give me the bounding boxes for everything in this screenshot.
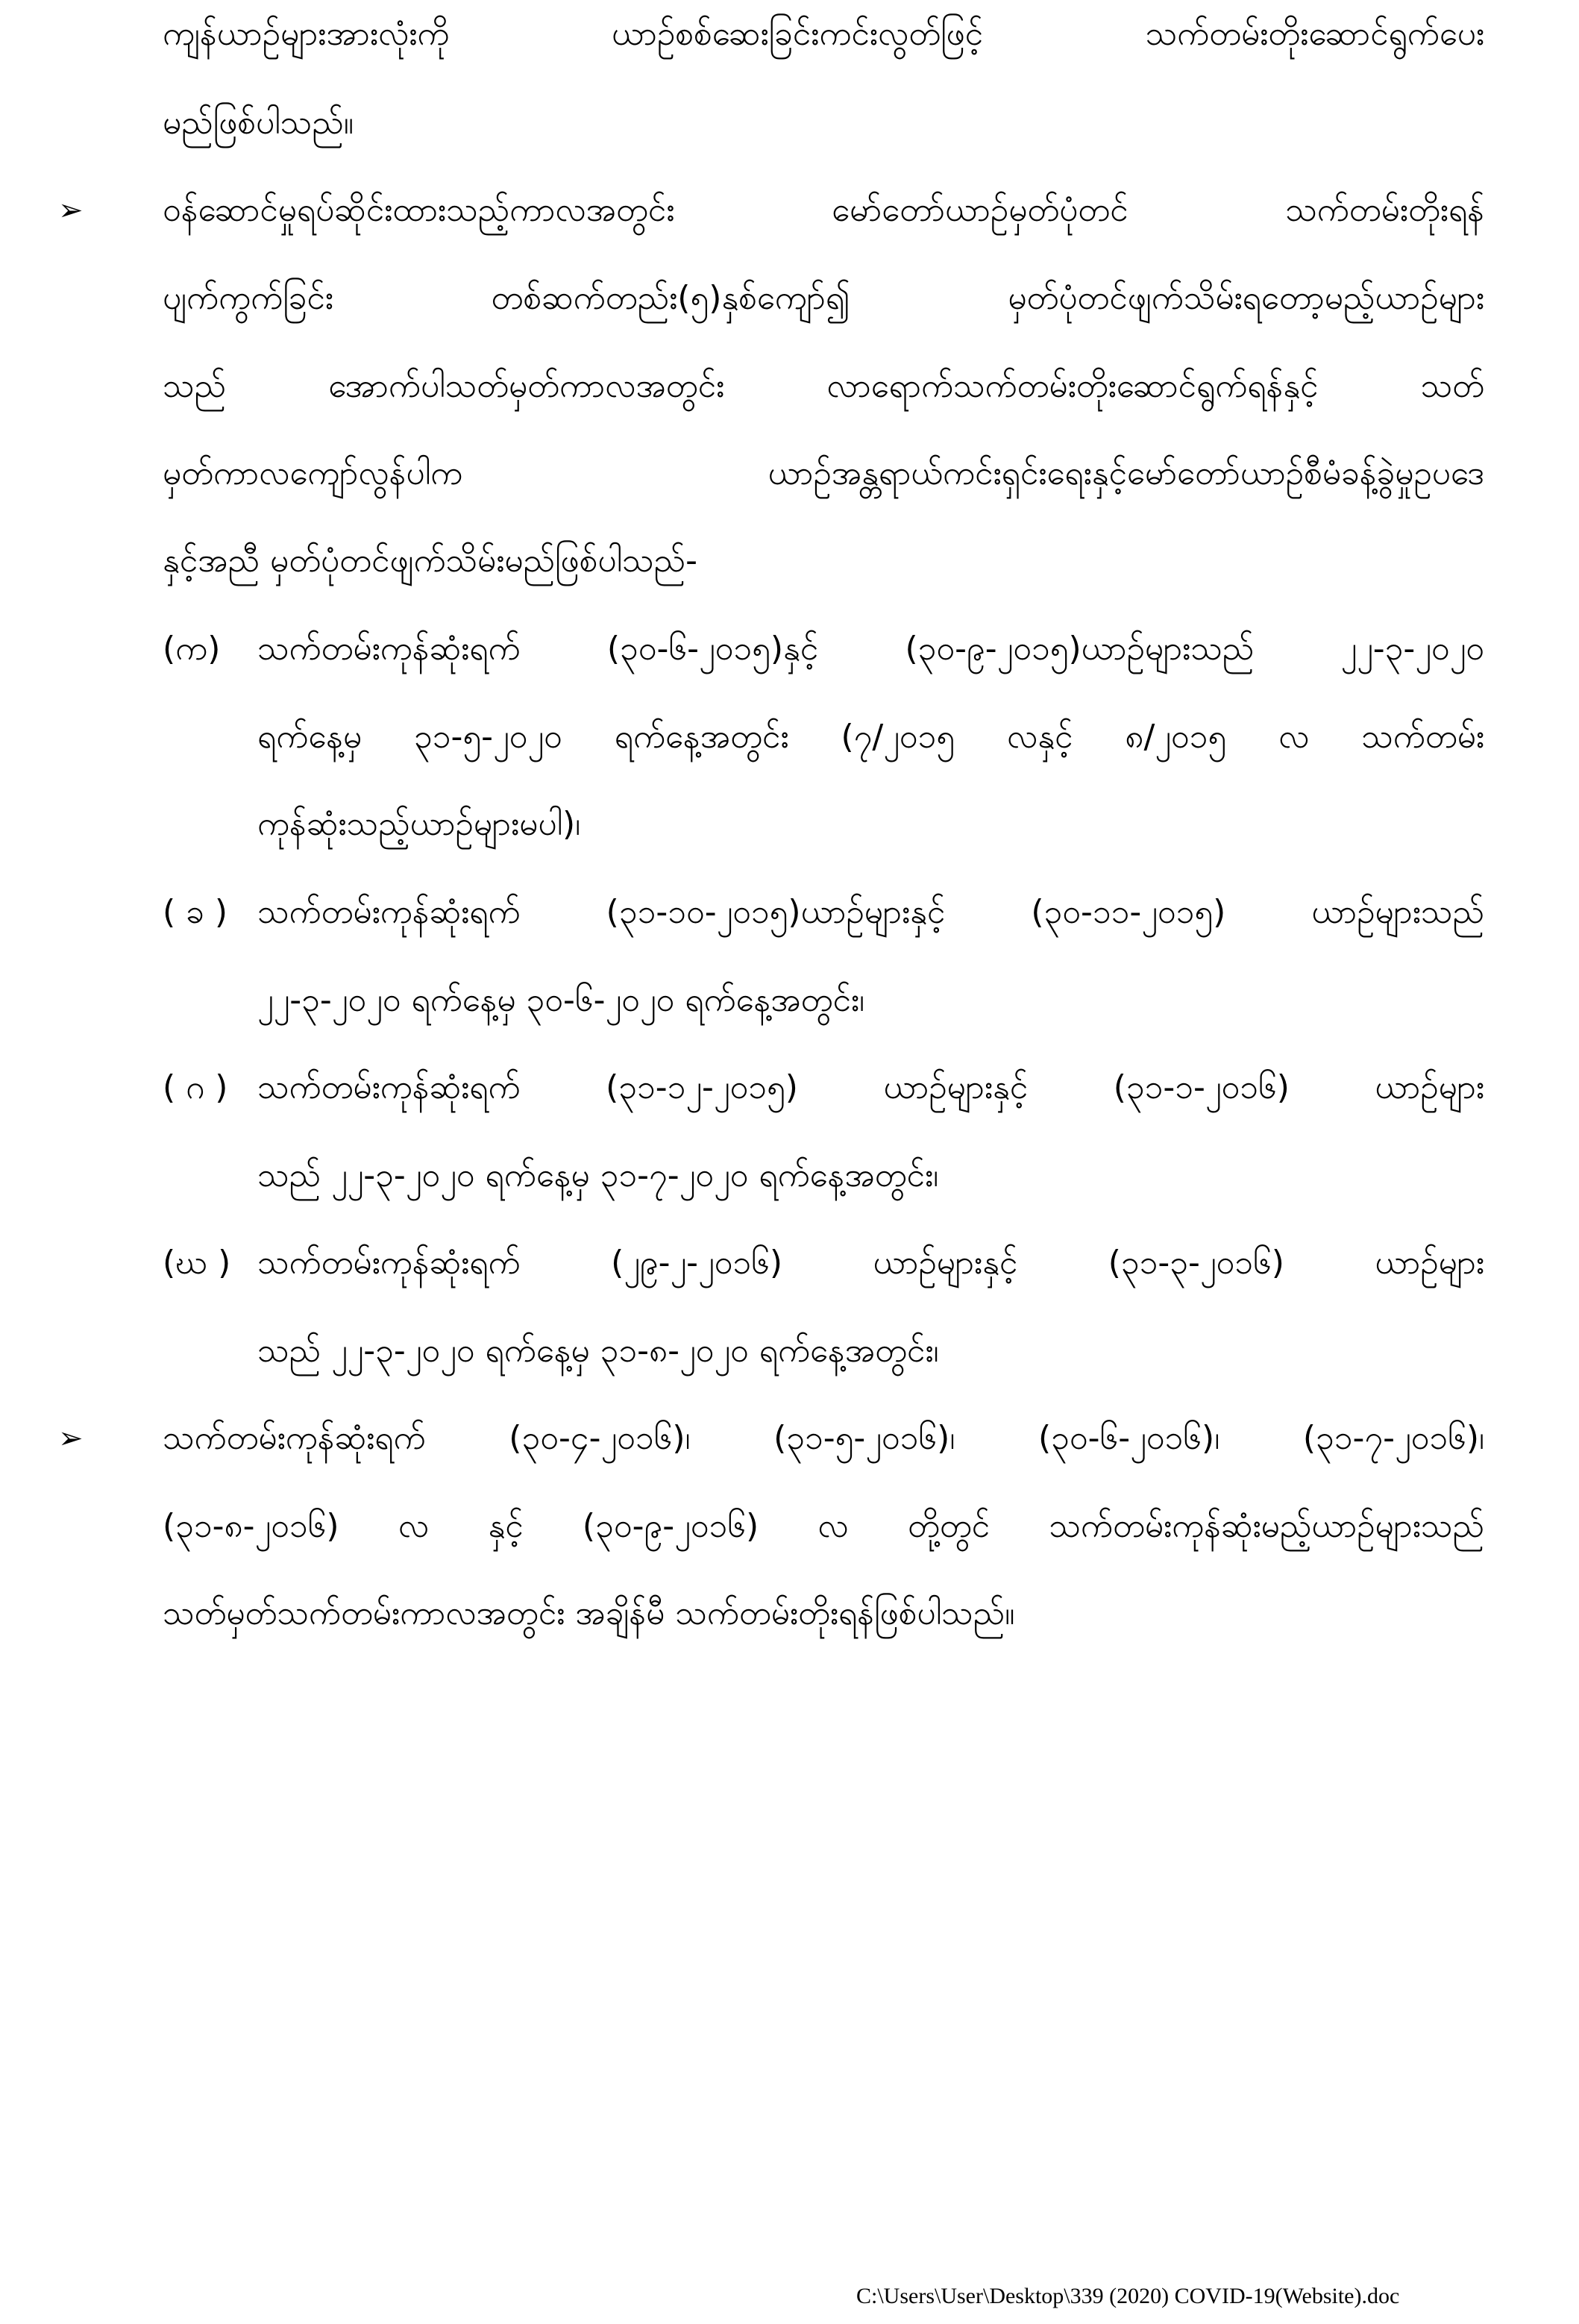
intro-line-2: မည်ဖြစ်ပါသည်။ <box>163 104 354 142</box>
sub-item-ga-line-2: သည် ၂၂-၃-၂၀၂၀ ရက်နေ့မှ ၃၁-၇-၂၀၂၀ ရက်နေ့အတွင်း၊ <box>257 1156 939 1194</box>
sub-item-gha-line-2: သည် ၂၂-၃-၂၀၂၀ ရက်နေ့မှ ၃၁-၈-၂၀၂၀ ရက်နေ့အတွင်း၊ <box>257 1332 939 1370</box>
bullet1-line-4: မှတ်ကာလကျော်လွန်ပါက ယာဉ်အန္တရာယ်ကင်းရှင်းရေးနှင့်မော်တော်ယာဉ်စီမံခန့်ခွဲမှုဥပဒေ <box>163 454 1484 492</box>
bullet1-line-1: ဝန်ဆောင်မှုရပ်ဆိုင်းထားသည့်ကာလအတွင်း မော်တော်ယာဉ်မှတ်ပုံတင် သက်တမ်းတိုးရန် <box>163 191 1484 229</box>
bullet-arrow-icon: ➢ <box>58 1421 84 1456</box>
intro-line-1: ကျန်ယာဉ်များအားလုံးကို ယာဉ်စစ်ဆေးခြင်းကင်းလွတ်ဖြင့် သက်တမ်းတိုးဆောင်ရွက်ပေး <box>163 15 1484 53</box>
sub-item-kha-line-1: သက်တမ်းကုန်ဆုံးရက် (၃၁-၁၀-၂၀၁၅)ယာဉ်များနှင့် (၃၀-၁၁-၂၀၁၅) ယာဉ်များသည် <box>257 893 1484 931</box>
bullet2-line-1: သက်တမ်းကုန်ဆုံးရက် (၃၀-၄-၂၀၁၆)၊ (၃၁-၅-၂၀၁၆)၊ (၃၀-၆-၂၀၁၆)၊ (၃၁-၇-၂၀၁၆)၊ <box>163 1419 1484 1457</box>
sub-item-ka-label: (က) <box>163 630 221 668</box>
bullet1-line-2: ပျက်ကွက်ခြင်း တစ်ဆက်တည်း(၅)နှစ်ကျော်၍ မှတ်ပုံတင်ဖျက်သိမ်းရတော့မည့်ယာဉ်များ <box>163 279 1484 317</box>
bullet1-line-3: သည် အောက်ပါသတ်မှတ်ကာလအတွင်း လာရောက်သက်တမ်းတိုးဆောင်ရွက်ရန်နှင့် သတ် <box>163 367 1484 405</box>
sub-item-ka-line-3: ကုန်ဆုံးသည့်ယာဉ်များမပါ)၊ <box>257 805 581 843</box>
bullet-arrow-icon: ➢ <box>58 193 84 228</box>
sub-item-ga-line-1: သက်တမ်းကုန်ဆုံးရက် (၃၁-၁၂-၂၀၁၅) ယာဉ်များနှင့် (၃၁-၁-၂၀၁၆) ယာဉ်များ <box>257 1068 1484 1106</box>
sub-item-kha-line-2: ၂၂-၃-၂၀၂၀ ရက်နေ့မှ ၃၀-၆-၂၀၂၀ ရက်နေ့အတွင်း၊ <box>257 981 865 1019</box>
sub-item-ka-line-1: သက်တမ်းကုန်ဆုံးရက် (၃၀-၆-၂၀၁၅)နှင့် (၃၀-၉-၂၀၁၅)ယာဉ်များသည် ၂၂-၃-၂၀၂၀ <box>257 630 1484 668</box>
bullet2-line-2: (၃၁-၈-၂၀၁၆) လ နှင့် (၃၀-၉-၂၀၁၆) လ တို့တွင် သက်တမ်းကုန်ဆုံးမည့်ယာဉ်များသည် <box>163 1507 1484 1545</box>
footer-file-path: C:\Users\User\Desktop\339 (2020) COVID-19(Website).doc <box>856 2284 1400 2308</box>
sub-item-ka-line-2: ရက်နေ့မှ ၃၁-၅-၂၀၂၀ ရက်နေ့အတွင်း (၇/၂၀၁၅ လနှင့် ၈/၂၀၁၅ လ သက်တမ်း <box>257 718 1484 756</box>
bullet1-line-5: နှင့်အညီ မှတ်ပုံတင်ဖျက်သိမ်းမည်ဖြစ်ပါသည်- <box>163 542 697 580</box>
sub-item-gha-line-1: သက်တမ်းကုန်ဆုံးရက် (၂၉-၂-၂၀၁၆) ယာဉ်များနှင့် (၃၁-၃-၂၀၁၆) ယာဉ်များ <box>257 1244 1484 1282</box>
bullet2-line-3: သတ်မှတ်သက်တမ်းကာလအတွင်း အချိန်မီ သက်တမ်းတိုးရန်ဖြစ်ပါသည်။ <box>163 1594 1015 1632</box>
sub-item-kha-label: ( ခ ) <box>163 893 228 931</box>
sub-item-gha-label: (ဃ ) <box>163 1244 231 1282</box>
sub-item-ga-label: ( ဂ ) <box>163 1068 228 1106</box>
